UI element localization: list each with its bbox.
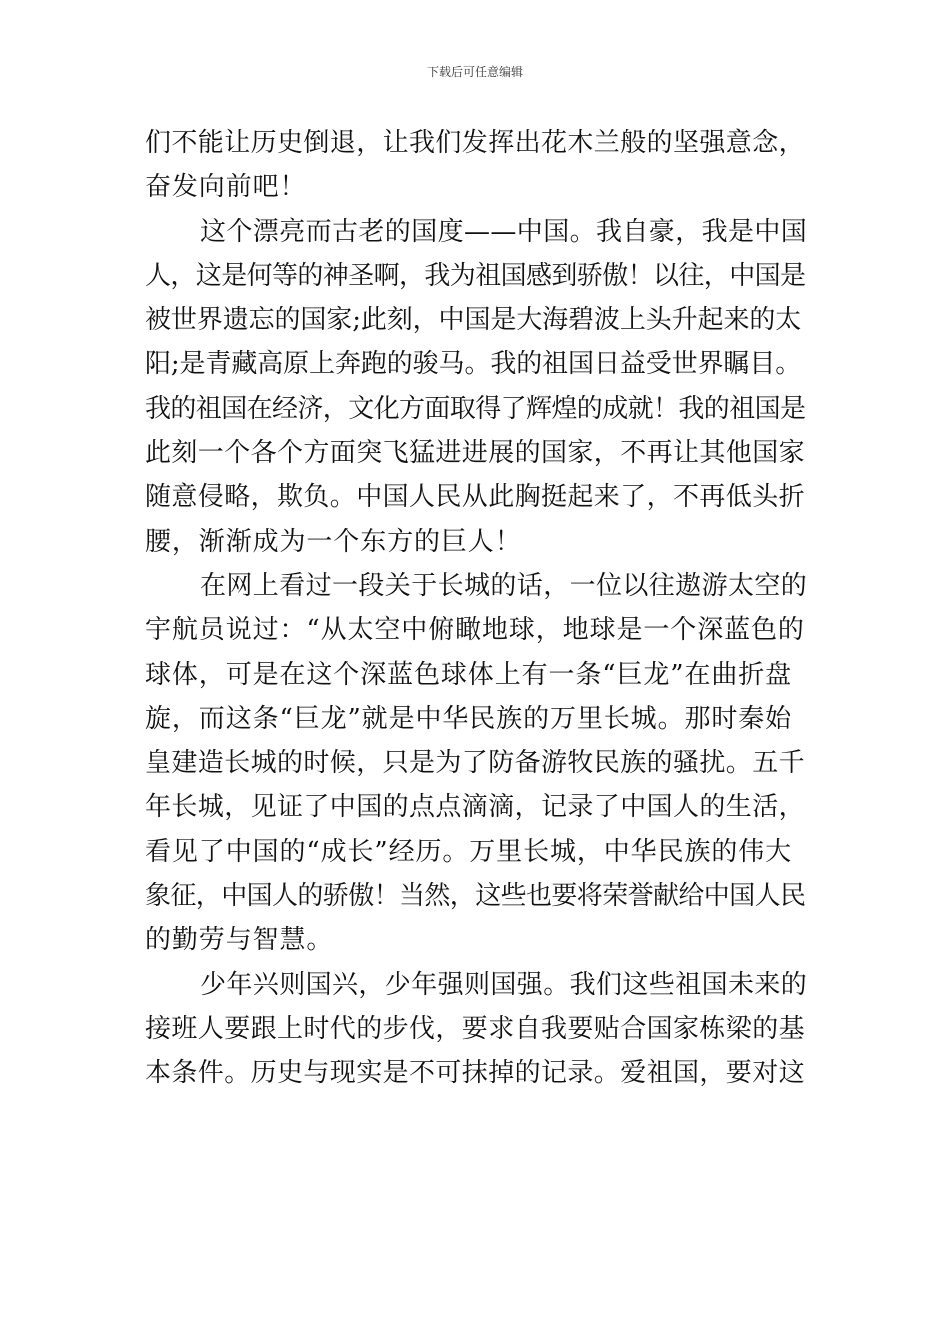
text-line: 此刻一个各个方面突飞猛进进展的国家，不再让其他国家 — [145, 438, 806, 469]
text-line: 宇航员说过：“从太空中俯瞰地球，地球是一个深蓝色的 — [145, 615, 805, 646]
text-line: 人，这是何等的神圣啊，我为祖国感到骄傲！以往，中国是 — [145, 260, 806, 291]
text-line: 少年兴则国兴，少年强则国强。我们这些祖国未来的 — [200, 969, 807, 1000]
text-line: 随意侵略，欺负。中国人民从此胸挺起来了，不再低头折 — [145, 482, 806, 513]
text-line: 旋，而这条“巨龙”就是中华民族的万里长城。那时秦始 — [145, 703, 793, 734]
text-line: 们不能让历史倒退，让我们发挥出花木兰般的坚强意念， — [145, 128, 806, 158]
text-line: 象征，中国人的骄傲！当然，这些也要将荣誉献给中国人民 — [145, 881, 806, 912]
text-line: 腰，渐渐成为一个东方的巨人！ — [145, 526, 522, 557]
text-line: 阳;是青藏高原上奔跑的骏马。我的祖国日益受世界瞩目。 — [145, 349, 802, 380]
document-body — [145, 121, 807, 1096]
text-line: 本条件。历史与现实是不可抹掉的记录。爱祖国，要对这 — [145, 1058, 806, 1089]
text-line: 奋发向前吧！ — [145, 172, 307, 203]
text-line: 我的祖国在经济，文化方面取得了辉煌的成就！我的祖国是 — [145, 393, 806, 424]
text-line: 的勤劳与智慧。 — [145, 925, 334, 956]
page-header: 下载后可任意编辑 — [426, 65, 523, 79]
text-line: 年长城，见证了中国的点点滴滴，记录了中国人的生活， — [145, 792, 806, 823]
text-line: 这个漂亮而古老的国度——中国。我自豪，我是中国 — [200, 216, 807, 247]
text-line: 皇建造长城的时候，只是为了防备游牧民族的骚扰。五千 — [145, 748, 806, 779]
text-line: 在网上看过一段关于长城的话，一位以往遨游太空的 — [200, 570, 807, 601]
text-line: 看见了中国的“成长”经历。万里长城，中华民族的伟大 — [145, 836, 793, 867]
text-line: 接班人要跟上时代的步伐，要求自我要贴合国家栋梁的基 — [145, 1013, 806, 1044]
text-line: 被世界遗忘的国家;此刻，中国是大海碧波上头升起来的太 — [145, 305, 802, 336]
text-line: 球体，可是在这个深蓝色球体上有一条“巨龙”在曲折盘 — [145, 659, 793, 690]
